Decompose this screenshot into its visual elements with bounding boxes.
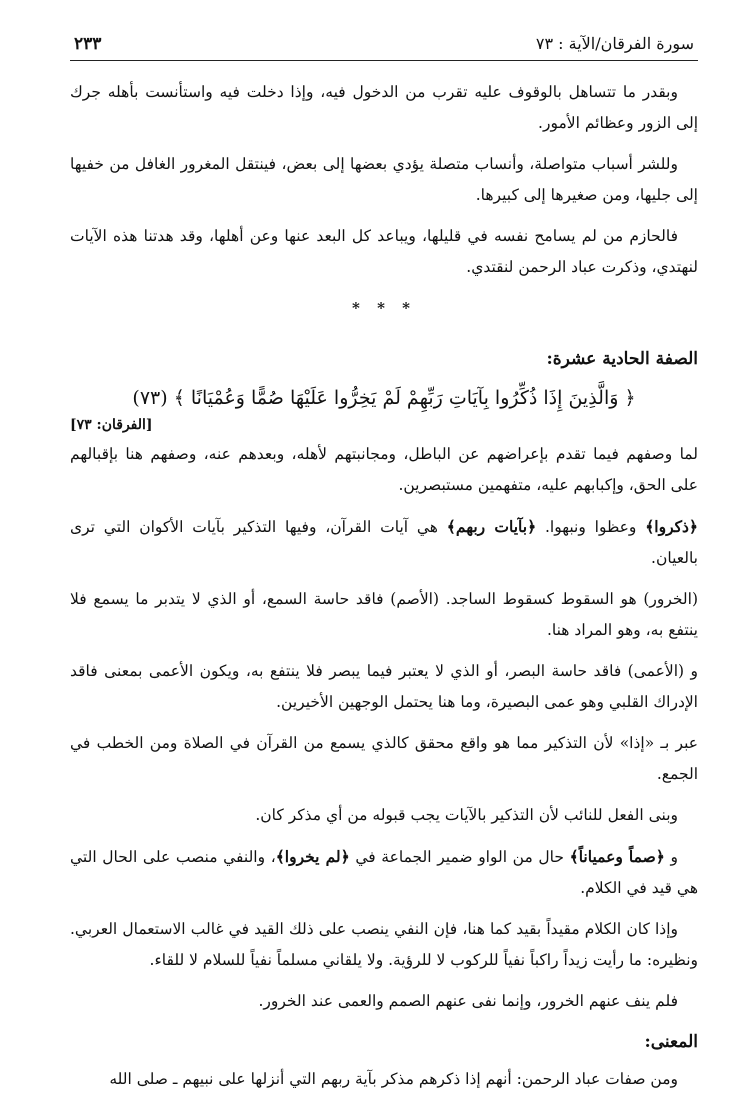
- page-number: ٢٣٣: [74, 34, 102, 54]
- commentary-paragraph: وإذا كان الكلام مقيداً بقيد كما هنا، فإن النفي ينصب على ذلك القيد في غالب الاستعمال العربي. ونظيره: ما رأيت زيداً راكباً نفياً للركوب لا للرؤية. ولا يلقاني مسلماً نفياً للسلام لا للقاء.: [70, 920, 698, 969]
- commentary-paragraph: (الخرور) هو السقوط كسقوط الساجد. (الأصم) فاقد حاسة السمع، أو الذي لا يتدبر ما يسمع فلا ينتفع به، وهو المراد هنا.: [70, 590, 698, 639]
- commentary-paragraph: فلم ينف عنهم الخرور، وإنما نفى عنهم الصمم والعمى عند الخرور.: [258, 992, 678, 1010]
- commentary-paragraph: ﴿ذكروا﴾ وعظوا ونبهوا. ﴿بآيات ربهم﴾ هي آيات القرآن، وفيها التذكير بآيات الأكوان التي ترى بالعيان.: [70, 517, 699, 567]
- quran-verse: [70, 381, 698, 415]
- surah-title: سورة الفرقان/الآية : ٧٣: [535, 34, 694, 53]
- meaning-heading: المعنى:: [644, 1032, 698, 1052]
- commentary-paragraph: وبنى الفعل للنائب لأن التذكير بالآيات يجب قبوله من أي مذكر كان.: [255, 806, 678, 824]
- commentary-paragraph: و ﴿صماً وعمياناً﴾ حال من الواو ضمير الجماعة في ﴿لم يخروا﴾، والنفي منصب على الحال التي هي قيد في الكلام.: [70, 847, 698, 897]
- section-separator: * * *: [352, 299, 416, 317]
- page-body: [70, 77, 698, 1095]
- page-header: [70, 34, 698, 61]
- intro-paragraph: وللشر أسباب متواصلة، وأنساب متصلة يؤدي بعضها إلى بعض، فينتقل المغرور الغافل من خفيها إلى جليها، ومن صغيرها إلى كبيرها.: [70, 155, 698, 204]
- quoted-term: ﴿لم يخروا﴾: [275, 847, 350, 866]
- meaning-paragraph: ومن صفات عباد الرحمن: أنهم إذا ذكرهم مذكر بآية ربهم التي أنزلها على نبيهم ـ صلى الله: [109, 1070, 678, 1088]
- quoted-term: ﴿صماً وعمياناً﴾: [569, 847, 665, 866]
- verse-text: ﴿ وَالَّذِينَ إِذَا ذُكِّرُوا بِآيَاتِ رَبِّهِمْ لَمْ يَخِرُّوا عَلَيْهَا صُمًّا وَعُمْيَانًا ﴾: [173, 387, 636, 409]
- verse-number: (٧٣): [132, 387, 168, 409]
- book-page: [70, 34, 698, 1105]
- commentary-paragraph: و (الأعمى) فاقد حاسة البصر، أو الذي لا يعتبر فيما يبصر فلا ينتفع به، ويكون الأعمى بمعنى فاقد الإدراك القلبي وهو عمى البصيرة، وما هنا يحتمل الوجهين الأخيرين.: [70, 662, 698, 711]
- section-heading: الصفة الحادية عشرة:: [546, 349, 698, 369]
- quoted-term: ﴿بآيات ربهم﴾: [446, 517, 537, 536]
- intro-paragraph: فالحازم من لم يسامح نفسه في قليلها، ويباعد كل البعد عنها وعن أهلها، وقد هدتنا هذه الآيات لنهتدي، وذكرت عباد الرحمن لنقتدي.: [70, 227, 698, 276]
- intro-paragraph: وبقدر ما تتساهل بالوقوف عليه تقرب من الدخول فيه، وإذا دخلت فيه واستأنست بأهله جرك إلى الزور وعظائم الأمور.: [70, 83, 698, 132]
- quoted-term: ﴿ذكروا﴾: [645, 517, 699, 536]
- commentary-paragraph: لما وصفهم فيما تقدم بإعراضهم عن الباطل، ومجانبتهم لأهله، وبعدهم عنه، وصفهم هنا بإقبالهم على الحق، وإكبابهم عليه، متفهمين مستبصرين.: [70, 445, 698, 494]
- verse-reference: [الفرقان: ٧٣]: [70, 417, 153, 433]
- commentary-paragraph: عبر بـ «إذا» لأن التذكير مما هو واقع محقق كالذي يسمع من القرآن في الصلاة ومن الخطب في الجمع.: [70, 734, 698, 783]
